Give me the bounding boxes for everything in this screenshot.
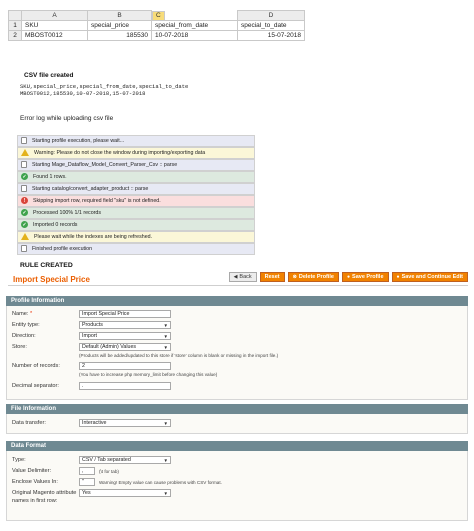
cell[interactable]: special_to_date [238,21,305,31]
back-arrow-icon: ◀ [233,274,238,280]
decimal-separator-input[interactable]: . [79,382,171,390]
success-icon: ✓ [22,209,27,216]
log-row [17,159,255,171]
spreadsheet [8,10,305,41]
back-button[interactable] [229,272,257,282]
table-row [9,21,305,31]
cell[interactable]: 185530 [88,31,152,41]
cell[interactable]: 15-07-2018 [238,31,305,41]
direction-select[interactable] [79,332,171,340]
enclose-values-note: Warning! Empty value can cause problems with CSV format. [99,480,222,485]
save-profile-button[interactable] [342,272,389,282]
page-title: Import Special Price [13,275,90,284]
data-format-header: Data Format [6,441,468,451]
name-label-text: Name: [12,311,29,317]
original-names-value: Yes [82,490,91,496]
document-icon [21,185,27,192]
cell[interactable]: special_price [88,21,152,31]
back-label: Back [239,274,252,280]
file-information-header: File Information [6,404,468,414]
store-select[interactable] [79,343,171,351]
csv-title: CSV file created [24,72,74,79]
error-icon: ! [21,197,28,204]
chevron-down-icon: ▼ [163,421,168,426]
reset-button[interactable] [260,272,285,282]
delete-icon: ⊗ [292,274,297,280]
records-input[interactable]: 2 [79,362,171,370]
log-row [17,171,255,183]
success-icon: ✓ [22,173,27,180]
enclose-values-label: Enclose Values In: [12,479,58,485]
save-icon: ● [396,274,400,280]
document-icon [21,161,27,168]
log-text: Found 1 rows. [33,173,67,180]
type-label: Type: [12,457,26,463]
save-label: Save Profile [352,274,384,280]
data-format-body [6,451,468,521]
corner-cell[interactable] [9,11,22,21]
data-transfer-label: Data transfer: [12,420,46,426]
original-names-select[interactable] [79,489,171,497]
reset-label: Reset [264,274,280,280]
import-log [17,135,255,255]
document-icon [21,137,27,144]
column-header-d[interactable]: D [238,11,305,21]
success-icon: ✓ [22,221,27,228]
row-number[interactable]: 1 [9,21,22,31]
log-text: Starting profile execution, please wait... [32,137,125,144]
csv-line-1: SKU,special_price,special_from_date,special_to_date [20,83,189,90]
name-input[interactable]: Import Special Price [79,310,171,318]
form-buttons [229,272,468,282]
warning-icon [21,233,29,240]
log-row [17,231,255,243]
log-text: Warning: Please do not close the window during importing/exporting data [34,149,206,156]
log-row [17,183,255,195]
store-note: (Products will be added/updated to this store if 'store' column is blank or missing in the import file.) [79,353,279,358]
log-row [17,219,255,231]
chevron-down-icon: ▼ [163,334,168,339]
log-row [17,195,255,207]
error-log-caption: Error log while uploading csv file [20,115,114,122]
log-row [17,147,255,159]
entity-type-value: Products [82,322,103,328]
cell[interactable]: MBOST0012 [22,31,88,41]
store-value: Default (Admin) Values [82,344,137,350]
direction-value: Import [82,333,98,339]
save-continue-button[interactable] [392,272,468,282]
column-header-row [9,11,305,21]
original-names-label-line-1: Original Magento attribute [12,490,77,496]
records-label: Number of records: [12,363,60,369]
save-continue-label: Save and Continue Edit [401,274,463,280]
column-header-c[interactable]: C [152,11,165,21]
log-text: Starting Mage_Dataflow_Model_Convert_Parser_Csv :: parse [32,161,178,168]
delete-label: Delete Profile [298,274,334,280]
chevron-down-icon: ▼ [163,345,168,350]
log-text: Starting catalog/convert_adapter_product :: parse [32,185,149,192]
divider [8,285,468,286]
warning-icon [21,149,29,156]
rule-created-caption: RULE CREATED [20,262,73,269]
entity-type-label: Entity type: [12,322,40,328]
log-text: Skipping import row, required field "sku" is not defined. [33,197,161,204]
type-value: CSV / Tab separated [82,457,131,463]
table-row [9,31,305,41]
log-text: Finished profile execution [32,245,93,252]
name-label [12,311,32,317]
csv-line-2: MBOST0012,185530,10-07-2018,15-07-2018 [20,90,146,97]
value-delimiter-label: Value Delimiter: [12,468,52,474]
column-header-b[interactable]: B [88,11,152,21]
file-information-body [6,414,468,434]
log-text: Imported 0 records [33,221,78,228]
cell[interactable]: 10-07-2018 [152,31,238,41]
store-label: Store: [12,344,27,350]
profile-information-header: Profile Information [6,296,468,306]
data-transfer-select[interactable] [79,419,171,427]
document-icon [21,245,27,252]
value-delimiter-input[interactable]: , [79,467,95,475]
log-text: Please wait while the indexes are being refreshed. [34,233,153,240]
log-text: Processed 100% 1/1 records [33,209,102,216]
chevron-down-icon: ▼ [163,491,168,496]
chevron-down-icon: ▼ [163,323,168,328]
value-delimiter-note: (\t for tab) [99,469,119,474]
log-row [17,243,255,255]
column-header-a[interactable]: A [22,11,88,21]
direction-label: Direction: [12,333,36,339]
delete-profile-button[interactable] [288,272,339,282]
entity-type-select[interactable] [79,321,171,329]
required-marker: * [30,311,33,317]
cell[interactable]: SKU [22,21,88,31]
row-number[interactable]: 2 [9,31,22,41]
type-select[interactable] [79,456,171,464]
original-names-label-line-2: names in first row: [12,498,58,504]
chevron-down-icon: ▼ [163,458,168,463]
save-icon: ● [347,274,351,280]
decimal-separator-label: Decimal separator: [12,383,59,389]
enclose-values-input[interactable]: " [79,478,95,486]
log-row [17,207,255,219]
log-row [17,135,255,147]
cell[interactable]: special_from_date [152,21,238,31]
data-transfer-value: Interactive [82,420,107,426]
records-note: (You have to increase php memory_limit before changing this value) [79,372,218,377]
